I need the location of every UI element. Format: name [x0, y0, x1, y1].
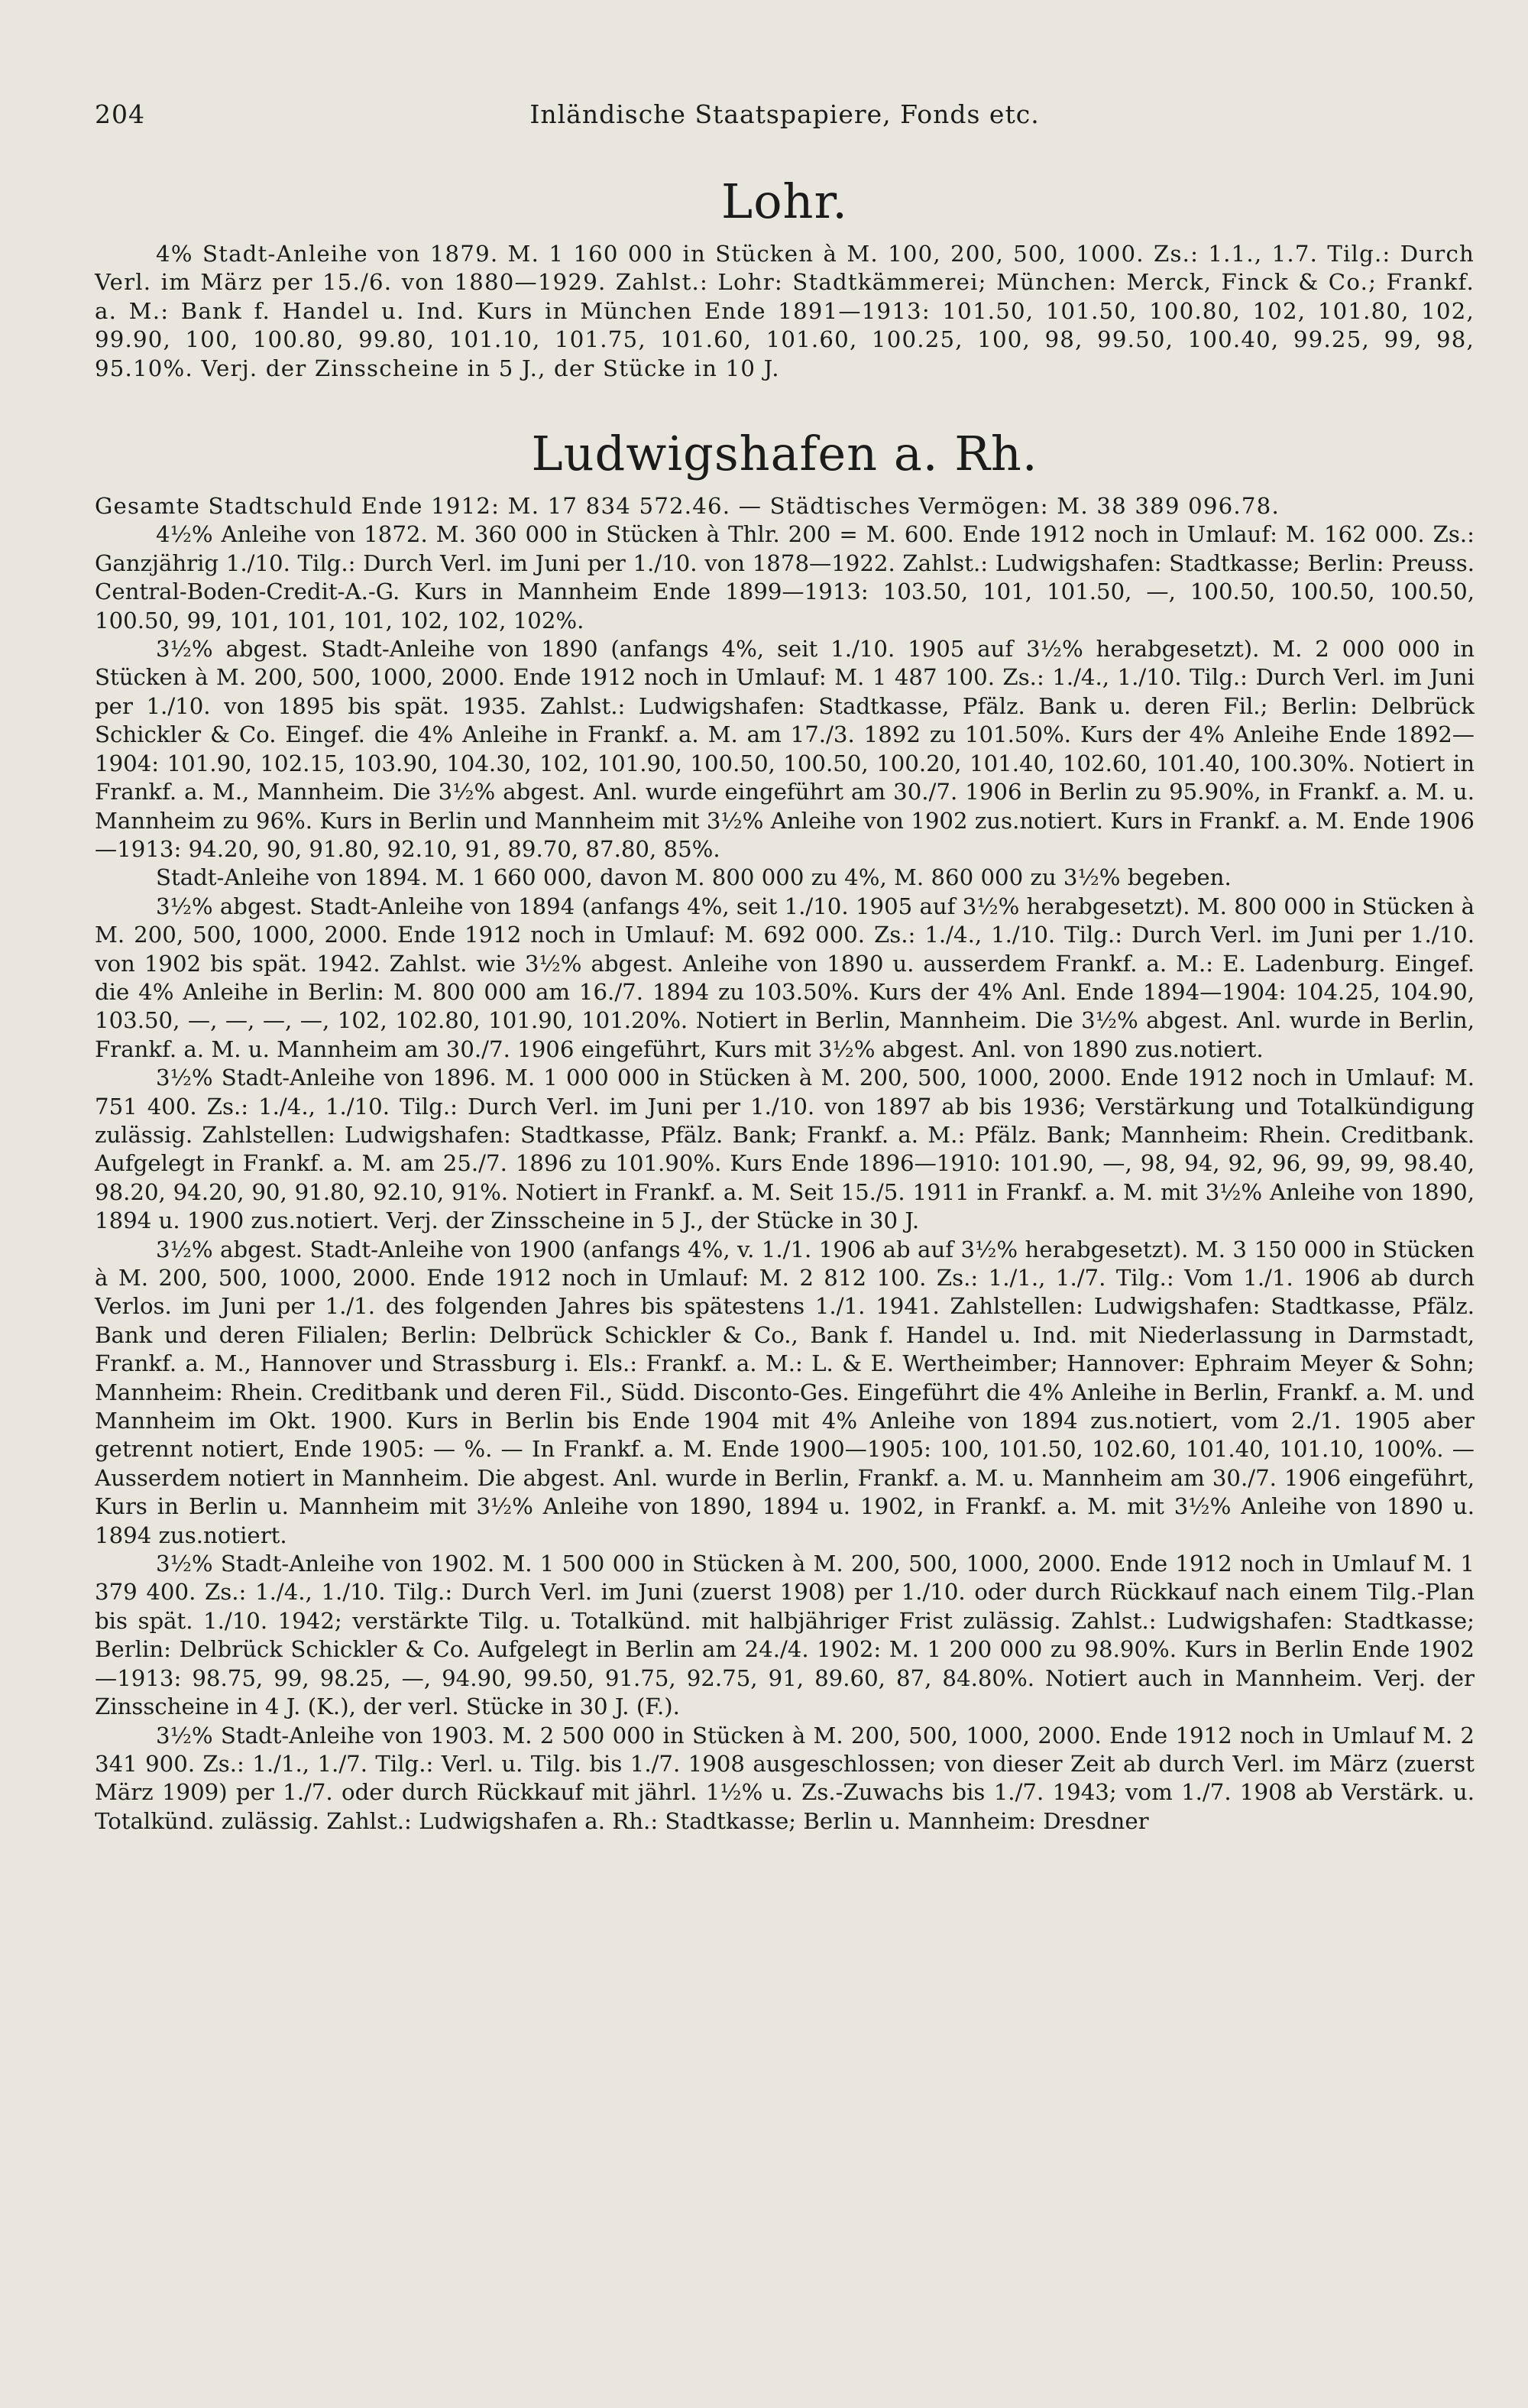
section-title-lohr: Lohr. — [721, 173, 848, 229]
paragraph-anleihe-1894-summary: Stadt-Anleihe von 1894. M. 1 660 000, davon M. 800 000 zu 4%, M. 860 000 zu 3½% begeben. — [156, 864, 1232, 891]
paragraph-anleihe-1902: 3½% Stadt-Anleihe von 1902. M. 1 500 000 in Stücken à M. 200, 500, 1000, 2000. Ende 1912 noch in Umlauf M. 1 379 400. Zs.: 1./4., 1./10. Tilg.: Durch Verl. im Juni (zuerst 1908) per 1./10. oder durch Rückkauf nach einem Tilg.-Plan bis spät. 1./10. 1942; verstärkte Tilg. u. Totalkünd. mit halbjähriger Frist zulässig. Zahlst.: Ludwigshafen: Stadtkasse; Berlin: Delbrück Schickler & Co. Aufgelegt in Berlin am 24./4. 1902: M. 1 200 000 zu 98.90%. Kurs in Berlin Ende 1902—1913: 98.75, 99, 98.25, —, 94.90, 99.50, 91.75, 92.75, 91, 89.60, 87, 84.80%. Notiert auch in Mannheim. Verj. der Zinsscheine in 4 J. (K.), der verl. Stücke in 30 J. (F.). — [95, 1551, 1475, 1720]
paragraph-anleihe-1900: 3½% abgest. Stadt-Anleihe von 1900 (anfangs 4%, v. 1./1. 1906 ab auf 3½% herabgesetzt). M. 3 150 000 in Stücken à M. 200, 500, 1000, 2000. Ende 1912 noch in Umlauf: M. 2 812 100. Zs.: 1./1., 1./7. Tilg.: Vom 1./1. 1906 ab durch Verlos. im Juni per 1./1. des folgenden Jahres bis spätestens 1./1. 1941. Zahlstellen: Ludwigshafen: Stadtkasse, Pfälz. Bank und deren Filialen; Berlin: Delbrück Schickler & Co., Bank f. Handel u. Ind. mit Niederlassung in Darmstadt, Frankf. a. M., Hannover und Strassburg i. Els.: Frankf. a. M.: L. & E. Wertheimber; Hannover: Ephraim Meyer & Sohn; Mannheim: Rhein. Creditbank und deren Fil., Südd. Disconto-Ges. Eingeführt die 4% Anleihe in Berlin, Frankf. a. M. und Mannheim im Okt. 1900. Kurs in Berlin bis Ende 1904 mit 4% Anleihe von 1894 zus.notiert, vom 2./1. 1905 aber getrennt notiert, Ende 1905: — %. — In Frankf. a. M. Ende 1900—1905: 100, 101.50, 102.60, 101.40, 101.10, 100%. — Ausserdem notiert in Mannheim. Die abgest. Anl. wurde in Berlin, Frankf. a. M. u. Mannheim am 30./7. 1906 eingeführt, Kurs in Berlin u. Mannheim mit 3½% Anleihe von 1890, 1894 u. 1902, in Frankf. a. M. mit 3½% Anleihe von 1890 u. 1894 zus.notiert. — [95, 1236, 1475, 1548]
running-head — [95, 99, 1475, 129]
section-title-ludwigshafen: Ludwigshafen a. Rh. — [531, 426, 1038, 482]
running-head-title: Inländische Staatspapiere, Fonds etc. — [529, 99, 1040, 129]
paragraph-anleihe-1903: 3½% Stadt-Anleihe von 1903. M. 2 500 000 in Stücken à M. 200, 500, 1000, 2000. Ende 1912 noch in Umlauf M. 2 341 900. Zs.: 1./1., 1./7. Tilg.: Verl. u. Tilg. bis 1./7. 1908 ausgeschlossen; von dieser Zeit ab durch Verl. im März (zuerst März 1909) per 1./7. oder durch Rückkauf mit jährl. 1½% u. Zs.-Zuwachs bis 1./7. 1943; vom 1./7. 1908 ab Verstärk. u. Totalkünd. zulässig. Zahlst.: Ludwigshafen a. Rh.: Stadtkasse; Berlin u. Mannheim: Dresdner — [95, 1722, 1475, 1834]
paragraph-stadtschuld-summary: Gesamte Stadtschuld Ende 1912: M. 17 834 572.46. — Städtisches Vermögen: M. 38 389 096.78. — [95, 493, 1280, 520]
section-ludwigshafen — [95, 426, 1475, 1836]
paragraph-anleihe-1894: 3½% abgest. Stadt-Anleihe von 1894 (anfangs 4%, seit 1./10. 1905 auf 3½% herabgesetzt). M. 800 000 in Stücken à M. 200, 500, 1000, 2000. Ende 1912 noch in Umlauf: M. 692 000. Zs.: 1./4., 1./10. Tilg.: Durch Verl. im Juni per 1./10. von 1902 bis spät. 1942. Zahlst. wie 3½% abgest. Anleihe von 1890 u. ausserdem Frankf. a. M.: E. Ladenburg. Eingef. die 4% Anleihe in Berlin: M. 800 000 am 16./7. 1894 zu 103.50%. Kurs der 4% Anl. Ende 1894—1904: 104.25, 104.90, 103.50, —, —, —, —, 102, 102.80, 101.90, 101.20%. Notiert in Berlin, Mannheim. Die 3½% abgest. Anl. wurde in Berlin, Frankf. a. M. u. Mannheim am 30./7. 1906 eingeführt, Kurs mit 3½% abgest. Anl. von 1890 zus.notiert. — [95, 893, 1475, 1062]
page-number: 204 — [95, 99, 145, 129]
paragraph-lohr-anleihe-1879: 4% Stadt-Anleihe von 1879. M. 1 160 000 in Stücken à M. 100, 200, 500, 1000. Zs.: 1.1., 1.7. Tilg.: Durch Verl. im März per 15./6. von 1880—1929. Zahlst.: Lohr: Stadtkämmerei; München: Merck, Finck & Co.; Frankf. a. M.: Bank f. Handel u. Ind. Kurs in München Ende 1891—1913: 101.50, 101.50, 100.80, 102, 101.80, 102, 99.90, 100, 100.80, 99.80, 101.10, 101.75, 101.60, 101.60, 100.25, 100, 98, 99.50, 100.40, 99.25, 99, 98, 95.10%. Verj. der Zinsscheine in 5 J., der Stücke in 10 J. — [95, 241, 1475, 381]
paragraph-anleihe-1896: 3½% Stadt-Anleihe von 1896. M. 1 000 000 in Stücken à M. 200, 500, 1000, 2000. Ende 1912 noch in Umlauf: M. 751 400. Zs.: 1./4., 1./10. Tilg.: Durch Verl. im Juni per 1./10. von 1897 ab bis 1936; Verstärkung und Totalkündigung zulässig. Zahlstellen: Ludwigshafen: Stadtkasse, Pfälz. Bank; Frankf. a. M.: Pfälz. Bank; Mannheim: Rhein. Creditbank. Aufgelegt in Frankf. a. M. am 25./7. 1896 zu 101.90%. Kurs Ende 1896—1910: 101.90, —, 98, 94, 92, 96, 99, 99, 98.40, 98.20, 94.20, 90, 91.80, 92.10, 91%. Notiert in Frankf. a. M. Seit 15./5. 1911 in Frankf. a. M. mit 3½% Anleihe von 1890, 1894 u. 1900 zus.notiert. Verj. der Zinsscheine in 5 J., der Stücke in 30 J. — [95, 1065, 1475, 1234]
paragraph-anleihe-1872: 4½% Anleihe von 1872. M. 360 000 in Stücken à Thlr. 200 = M. 600. Ende 1912 noch in Umlauf: M. 162 000. Zs.: Ganzjährig 1./10. Tilg.: Durch Verl. im Juni per 1./10. von 1878—1922. Zahlst.: Ludwigshafen: Stadtkasse; Berlin: Preuss. Central-Boden-Credit-A.-G. Kurs in Mannheim Ende 1899—1913: 103.50, 101, 101.50, —, 100.50, 100.50, 100.50, 100.50, 99, 101, 101, 101, 102, 102, 102%. — [95, 521, 1475, 634]
section-lohr — [95, 173, 1475, 383]
paragraph-anleihe-1890: 3½% abgest. Stadt-Anleihe von 1890 (anfangs 4%, seit 1./10. 1905 auf 3½% herabgesetzt). M. 2 000 000 in Stücken à M. 200, 500, 1000, 2000. Ende 1912 noch in Umlauf: M. 1 487 100. Zs.: 1./4., 1./10. Tilg.: Durch Verl. im Juni per 1./10. von 1895 bis spät. 1935. Zahlst.: Ludwigshafen: Stadtkasse, Pfälz. Bank u. deren Fil.; Berlin: Delbrück Schickler & Co. Eingef. die 4% Anleihe in Frankf. a. M. am 17./3. 1892 zu 101.50%. Kurs der 4% Anleihe Ende 1892—1904: 101.90, 102.15, 103.90, 104.30, 102, 101.90, 100.50, 100.50, 100.20, 101.40, 102.60, 101.40, 100.30%. Notiert in Frankf. a. M., Mannheim. Die 3½% abgest. Anl. wurde eingeführt am 30./7. 1906 in Berlin zu 95.90%, in Frankf. a. M. u. Mannheim zu 96%. Kurs in Berlin und Mannheim mit 3½% Anleihe von 1902 zus.notiert. Kurs in Frankf. a. M. Ende 1906—1913: 94.20, 90, 91.80, 92.10, 91, 89.70, 87.80, 85%. — [95, 636, 1475, 862]
